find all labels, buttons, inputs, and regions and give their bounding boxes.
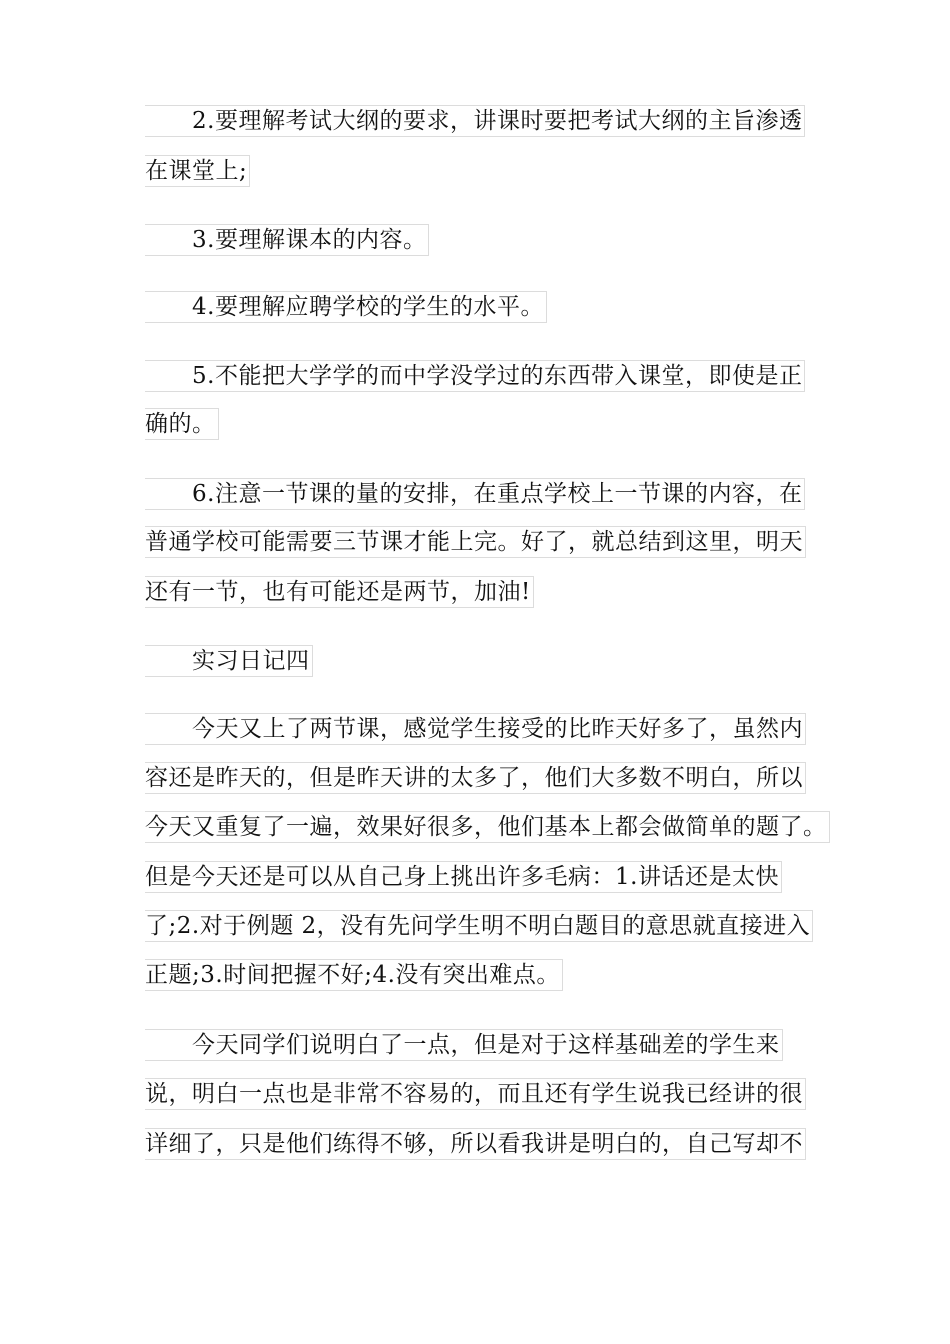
- text-line: 说，明白一点也是非常不容易的，而且还有学生说我已经讲的很: [145, 1078, 806, 1110]
- text-line: 2.要理解考试大纲的要求，讲课时要把考试大纲的主旨渗透: [145, 105, 805, 137]
- text-line: 但是今天还是可以从自己身上挑出许多毛病：1.讲话还是太快: [145, 861, 782, 893]
- text-line: 3.要理解课本的内容。: [145, 224, 429, 256]
- text-line: 还有一节，也有可能还是两节，加油!: [145, 576, 534, 608]
- text-line: 普通学校可能需要三节课才能上完。好了，就总结到这里，明天: [145, 526, 806, 558]
- text-line: 今天同学们说明白了一点，但是对于这样基础差的学生来: [145, 1029, 783, 1061]
- text-line: 容还是昨天的，但是昨天讲的太多了，他们大多数不明白，所以: [145, 762, 806, 794]
- section-heading: 实习日记四: [145, 645, 313, 677]
- text-line: 详细了，只是他们练得不够，所以看我讲是明白的，自己写却不: [145, 1128, 806, 1160]
- text-line: 确的。: [145, 408, 219, 440]
- text-line: 4.要理解应聘学校的学生的水平。: [145, 291, 547, 323]
- text-line: 6.注意一节课的量的安排，在重点学校上一节课的内容，在: [145, 478, 805, 510]
- text-line: 在课堂上;: [145, 155, 250, 187]
- text-line: 今天又重复了一遍，效果好很多，他们基本上都会做简单的题了。: [145, 811, 830, 843]
- text-line: 正题;3.时间把握不好;4.没有突出难点。: [145, 959, 563, 991]
- text-line: 了;2.对于例题 2，没有先问学生明不明白题目的意思就直接进入: [145, 910, 813, 942]
- text-line: 5.不能把大学学的而中学没学过的东西带入课堂，即使是正: [145, 360, 805, 392]
- text-line: 今天又上了两节课，感觉学生接受的比昨天好多了，虽然内: [145, 713, 806, 745]
